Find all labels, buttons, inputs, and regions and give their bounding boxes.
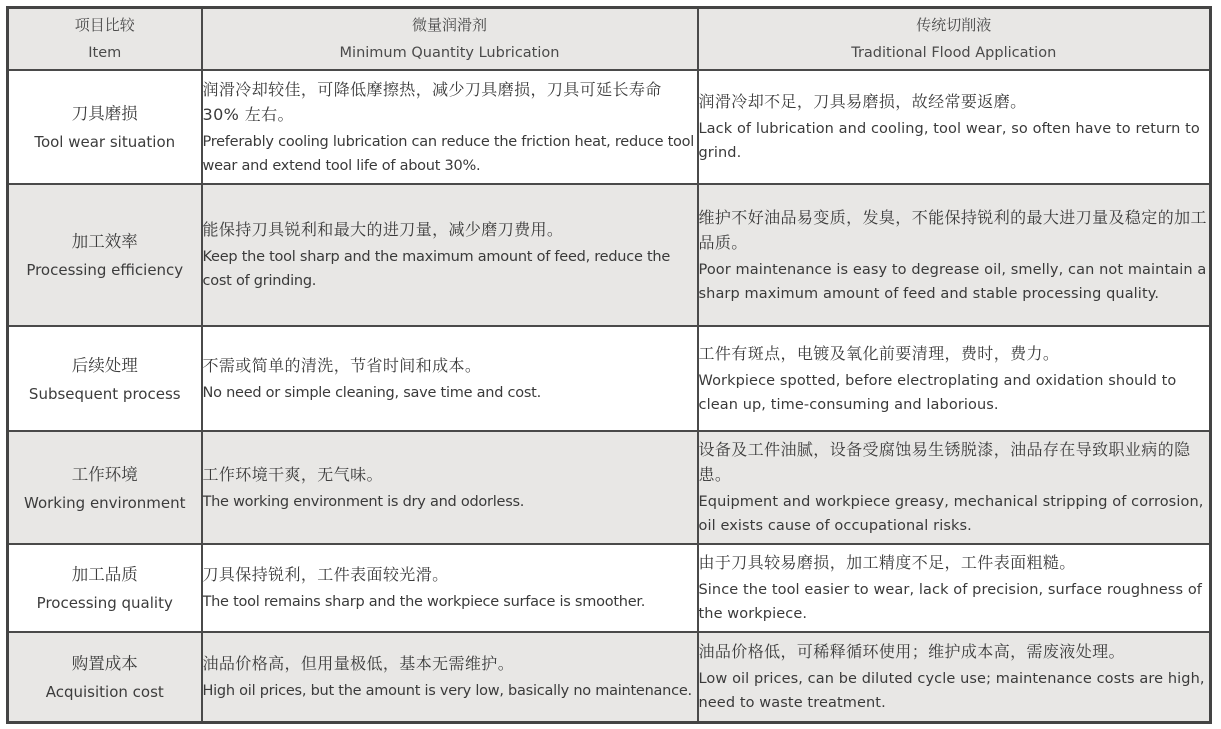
header-item (8, 8, 202, 71)
header-traditional (698, 8, 1211, 71)
mql-zh: 刀具保持锐利，工件表面较光滑。 (202, 565, 449, 584)
row-item-zh: 工作环境 (71, 464, 138, 484)
mql-en: The tool remains sharp and the workpiece surface is smoother. (202, 594, 646, 610)
row-item-en: Processing quality (36, 594, 173, 612)
table-row-working-environment (8, 431, 1211, 544)
table-row-subsequent-process (8, 326, 1211, 431)
mql-cell (202, 184, 698, 326)
table-row-processing-quality (8, 544, 1211, 632)
row-item-en: Processing efficiency (26, 261, 184, 279)
mql-cell (202, 326, 698, 431)
header-item-zh: 项目比较 (74, 16, 135, 34)
traditional-cell (698, 70, 1211, 184)
traditional-zh: 油品价格低，可稀释循环使用；维护成本高，需废液处理。 (698, 641, 1125, 661)
traditional-en: Workpiece spotted, before electroplating and oxidation should to clean up, time-consuming and laborious. (698, 372, 1177, 413)
traditional-en: Lack of lubrication and cooling, tool wear, so often have to return to grind. (698, 121, 1200, 161)
traditional-cell (698, 431, 1211, 544)
traditional-zh: 设备及工件油腻，设备受腐蚀易生锈脱漆，油品存在导致职业病的隐患。 (698, 440, 1191, 484)
row-item-zh: 加工品质 (71, 565, 138, 584)
row-item-en: Subsequent process (28, 384, 181, 403)
row-item-en: Working environment (24, 493, 186, 512)
traditional-cell (698, 544, 1211, 632)
row-item-cell (8, 184, 202, 326)
traditional-zh: 工件有斑点，电镀及氧化前要清理，费时，费力。 (698, 343, 1060, 363)
header-item-en: Item (88, 45, 122, 61)
row-item-zh: 购置成本 (71, 653, 138, 673)
traditional-en: Poor maintenance is easy to degrease oil, smelly, can not maintain a sharp maximum amount of feed and stable processing quality. (698, 261, 1207, 302)
mql-zh: 油品价格高，但用量极低，基本无需维护。 (202, 653, 515, 673)
header-traditional-en: Traditional Flood Application (851, 45, 1057, 61)
mql-zh: 润滑冷却较佳，可降低摩擦热，减少刀具磨损，刀具可延长寿命 30% 左右。 (202, 79, 662, 124)
mql-en: High oil prices, but the amount is very low, basically no maintenance. (202, 682, 692, 699)
row-item-cell (8, 431, 202, 544)
mql-en: No need or simple cleaning, save time and cost. (202, 384, 541, 401)
traditional-zh: 润滑冷却不足，刀具易磨损，故经常要返磨。 (698, 92, 1027, 111)
table-row-processing-efficiency (8, 184, 1211, 326)
table-row-tool-wear (8, 70, 1211, 184)
table-header-row (8, 8, 1211, 71)
mql-zh: 能保持刀具锐利和最大的进刀量，减少磨刀费用。 (202, 220, 564, 239)
mql-cell (202, 544, 698, 632)
row-item-cell (8, 70, 202, 184)
mql-en: Preferably cooling lubrication can reduce the friction heat, reduce tool wear and extend tool life of about 30%. (202, 133, 695, 174)
row-item-cell (8, 632, 202, 722)
mql-en: The working environment is dry and odorless. (202, 493, 525, 510)
row-item-zh: 加工效率 (71, 232, 138, 251)
comparison-table-container (6, 6, 1209, 724)
traditional-zh: 由于刀具较易磨损，加工精度不足，工件表面粗糙。 (698, 553, 1076, 572)
row-item-zh: 后续处理 (71, 355, 138, 375)
traditional-en: Equipment and workpiece greasy, mechanical stripping of corrosion, oil exists cause of occupational risks. (698, 494, 1204, 534)
mql-en: Keep the tool sharp and the maximum amount of feed, reduce the cost of grinding. (202, 249, 671, 289)
row-item-en: Acquisition cost (45, 682, 164, 701)
mql-cell (202, 70, 698, 184)
traditional-en: Low oil prices, can be diluted cycle use; maintenance costs are high, need to waste treatment. (698, 670, 1205, 711)
row-item-cell (8, 544, 202, 632)
header-mql (202, 8, 698, 71)
header-mql-en: Minimum Quantity Lubrication (339, 45, 560, 61)
row-item-zh: 刀具磨损 (71, 104, 138, 123)
mql-zh: 工作环境干爽，无气味。 (202, 464, 383, 484)
row-item-en: Tool wear situation (34, 133, 176, 151)
mql-cell (202, 431, 698, 544)
row-item-cell (8, 326, 202, 431)
table-row-acquisition-cost (8, 632, 1211, 722)
traditional-cell (698, 184, 1211, 326)
traditional-en: Since the tool easier to wear, lack of precision, surface roughness of the workpiece. (698, 582, 1202, 622)
header-mql-zh: 微量润滑剂 (411, 16, 487, 34)
traditional-cell (698, 326, 1211, 431)
mql-vs-flood-comparison-table (6, 6, 1212, 724)
traditional-cell (698, 632, 1211, 722)
header-traditional-zh: 传统切削液 (916, 16, 992, 34)
mql-zh: 不需或简单的清洗，节省时间和成本。 (202, 355, 482, 375)
traditional-zh: 维护不好油品易变质，发臭，不能保持锐利的最大进刀量及稳定的加工品质。 (698, 207, 1207, 252)
mql-cell (202, 632, 698, 722)
